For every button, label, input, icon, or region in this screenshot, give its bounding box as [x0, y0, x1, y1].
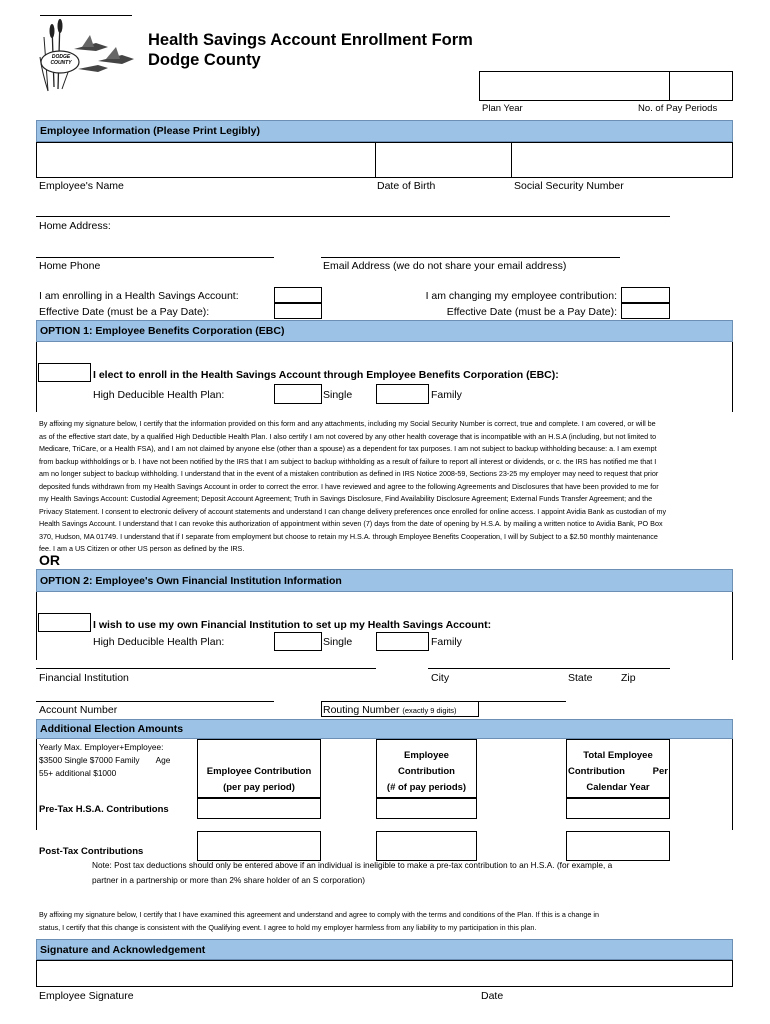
affix-line1: By affixing my signature below, I certify that I have examined this agreement and understand and agree to comply with the terms and conditions of the Plan. If this is a change in [39, 910, 600, 919]
posttax-per-pay-input[interactable] [197, 831, 321, 861]
disclaimer-line: from backup withholdings or b. I have not been notified by the IRS that I am subject to backup withholding as a result of failure to report all interest or dividends, or c. the IRS has notified me that I [39, 456, 657, 466]
disclaimer-line: my Health Savings Account: Custodial Agreement; Deposit Account Agreement; Truth in Savings Disclosure, Find Availability Disclosure Agreement; External Funds Transfer Agreement; and the [39, 494, 653, 503]
option1-header: OPTION 1: Employee Benefits Corporation (EBC) [36, 320, 733, 342]
option1-hdhp-label: High Deducible Health Plan: [93, 389, 225, 401]
disclaimer-line: Medicare, TriCare, or a Health FSA), and I am not claimed by anyone else (other than a spouse) as a dependent for tax purposes. I am not subject to backup withholding because: a. I am exempt [39, 444, 657, 453]
col3-header-line2 [568, 766, 668, 777]
pretax-pay-periods-input[interactable] [376, 798, 477, 819]
posttax-pay-periods-input[interactable] [376, 831, 477, 861]
option2-single-checkbox[interactable] [274, 632, 322, 651]
col3-header-line3: Calendar Year [586, 782, 650, 793]
logo-top-rule [40, 15, 132, 16]
col2-header-line2: Contribution [398, 766, 455, 777]
dob-input[interactable] [375, 142, 512, 178]
option2-wish-label: I wish to use my own Financial Institution to set up my Health Savings Account: [93, 619, 492, 631]
changing-label: I am changing my employee contribution: [425, 290, 617, 302]
option2-left-border [36, 592, 37, 660]
affix-line2: status, I certify that this change is consistent with the Qualifying event. I agree to hold my employer harmless from any liability to my participation in this plan. [39, 922, 537, 932]
yearly-max-line2 [39, 754, 170, 767]
account-number-line[interactable] [36, 701, 274, 702]
city-state-zip-line[interactable] [428, 668, 670, 669]
option1-single-label: Single [323, 389, 353, 401]
signature-header: Signature and Acknowledgement [36, 939, 733, 960]
disclaimer-line: am no longer subject to backup withholding. I understand that in the event of a mistaken contribution as defined in IRS Notice 2008-59, Sections 23-25 my employer may need to request that prior [39, 469, 659, 478]
form-title: Health Savings Account Enrollment Form [148, 31, 473, 49]
pretax-label: Pre-Tax H.S.A. Contributions [39, 804, 169, 815]
yearly-max-info [39, 741, 170, 780]
employee-info-header: Employee Information (Please Print Legibly) [36, 120, 733, 142]
posttax-note-line1: Note: Post tax deductions should only be entered above if an individual is ineligible to make a pre-tax contribution to an H.S.A. (for example, a [92, 860, 613, 870]
ssn-input[interactable] [511, 142, 733, 178]
routing-note: (exactly 9 digits) [402, 706, 457, 715]
home-phone-label: Home Phone [39, 260, 101, 272]
col3-per: Per [652, 766, 668, 777]
option1-disclaimer [39, 418, 739, 556]
dob-label: Date of Birth [377, 180, 436, 192]
option1-family-label: Family [431, 389, 462, 401]
additional-left-border [36, 739, 37, 830]
option2-hdhp-label: High Deducible Health Plan: [93, 636, 225, 648]
posttax-note-line2: partner in a partnership or more than 2% share holder of an S corporation) [92, 875, 366, 885]
changing-input[interactable] [621, 287, 670, 303]
col1-header-line1: Employee Contribution [206, 766, 312, 777]
enrolling-label: I am enrolling in a Health Savings Account: [39, 290, 239, 302]
yearly-max-age: Age [155, 755, 171, 765]
option2-wish-checkbox[interactable] [38, 613, 91, 632]
employee-name-label: Employee's Name [39, 180, 124, 192]
email-line[interactable] [321, 257, 620, 258]
ssn-label: Social Security Number [514, 180, 624, 192]
option2-right-border [732, 592, 733, 660]
zip-label: Zip [621, 672, 636, 684]
home-address-label: Home Address: [39, 220, 111, 232]
signature-input[interactable] [36, 960, 733, 987]
routing-number-box[interactable] [321, 702, 479, 717]
enrolling-input[interactable] [274, 287, 322, 303]
col2-header-line3: (# of pay periods) [386, 782, 467, 793]
yearly-max-line3: 55+ additional $1000 [39, 768, 117, 778]
disclaimer-line: By affixing my signature below, I certify that the information provided on this form and any attachments, including my Social Security Number is correct, true and complete. I am covered, or will be [39, 419, 656, 428]
yearly-max-line1: Yearly Max. Employer+Employee: [39, 742, 164, 752]
posttax-total-input[interactable] [566, 831, 670, 861]
employee-signature-label: Employee Signature [39, 990, 134, 1002]
date-label: Date [481, 990, 504, 1002]
phone-line[interactable] [36, 257, 274, 258]
form-subtitle: Dodge County [148, 51, 261, 69]
address-line[interactable] [36, 216, 670, 217]
col2-header-line1: Employee [404, 750, 449, 761]
county-logo [38, 17, 138, 102]
financial-institution-line[interactable] [36, 668, 376, 669]
state-label: State [568, 672, 593, 684]
disclaimer-line: 370, Hudson, MA 01749. I understand that if I separate from employment but choose to retain my H.S.A. through Employee Benefits Cooperation, I will by Subject to a $2.50 monthly maintenance [39, 531, 658, 541]
effective-date-label: Effective Date (must be a Pay Date): [39, 306, 210, 318]
disclaimer-line: Privacy Statement. I consent to electronic delivery of account statements and understand I can change delivery preferences once enrolled for online access. I appoint Avidia Bank as custodian of my [39, 506, 667, 516]
plan-year-input[interactable] [479, 71, 670, 101]
effective-date-2-input[interactable] [621, 303, 670, 319]
account-number-label: Account Number [39, 704, 118, 716]
logo-text: DODGE COUNTY [50, 54, 72, 66]
option2-family-checkbox[interactable] [376, 632, 429, 651]
disclaimer-line: Health Savings Account. I understand that I can revoke this authorization of appointment within seven (7) days from the date of opening by H.S.A. by mailing a written notice to Avidia Bank, PO Box [39, 519, 663, 528]
disclaimer-line: as of the effective start date, by a qualified High Deductible Health Plan. I also certify I am not covered by any other health coverage that is incompatible with an H.S.A (including, but not limited to [39, 431, 657, 441]
pretax-per-pay-input[interactable] [197, 798, 321, 819]
option1-single-checkbox[interactable] [274, 384, 322, 404]
disclaimer-line: fee. I am a US Citizen or other US person as defined by the IRS. [39, 544, 245, 553]
employee-name-input[interactable] [36, 142, 376, 178]
email-label: Email Address (we do not share your email address) [323, 260, 567, 272]
posttax-label: Post-Tax Contributions [39, 846, 144, 857]
pay-periods-input[interactable] [669, 71, 733, 101]
option1-elect-checkbox[interactable] [38, 363, 91, 382]
or-divider: OR [39, 552, 60, 568]
yearly-max-amounts: $3500 Single $7000 Family [39, 755, 140, 765]
financial-institution-label: Financial Institution [39, 672, 129, 684]
option1-right-border [732, 342, 733, 412]
pay-periods-label: No. of Pay Periods [638, 103, 718, 114]
option2-header: OPTION 2: Employee's Own Financial Institution Information [36, 569, 733, 592]
col3-contribution: Contribution [568, 766, 625, 777]
option2-family-label: Family [431, 636, 462, 648]
option2-single-label: Single [323, 636, 353, 648]
routing-number-text: Routing Number [323, 704, 400, 716]
col3-header-line1: Total Employee [583, 750, 653, 761]
effective-date-2-label: Effective Date (must be a Pay Date): [446, 306, 617, 318]
effective-date-input[interactable] [274, 303, 322, 319]
option1-left-border [36, 342, 37, 412]
option1-family-checkbox[interactable] [376, 384, 429, 404]
city-label: City [431, 672, 450, 684]
additional-header: Additional Election Amounts [36, 719, 733, 739]
disclaimer-line: deposited funds withdrawn from my Health Savings Account in order to correct the error. I have reviewed and agree to the following Agreements and Disclosures that have been provided to me for [39, 481, 659, 491]
option1-elect-label: I elect to enroll in the Health Savings Account through Employee Benefits Corporation (EBC): [93, 369, 559, 381]
affix-statement [39, 909, 599, 934]
plan-year-label: Plan Year [482, 103, 523, 114]
additional-right-border [732, 739, 733, 830]
pretax-total-input[interactable] [566, 798, 670, 819]
col1-header-line2: (per pay period) [223, 782, 295, 793]
